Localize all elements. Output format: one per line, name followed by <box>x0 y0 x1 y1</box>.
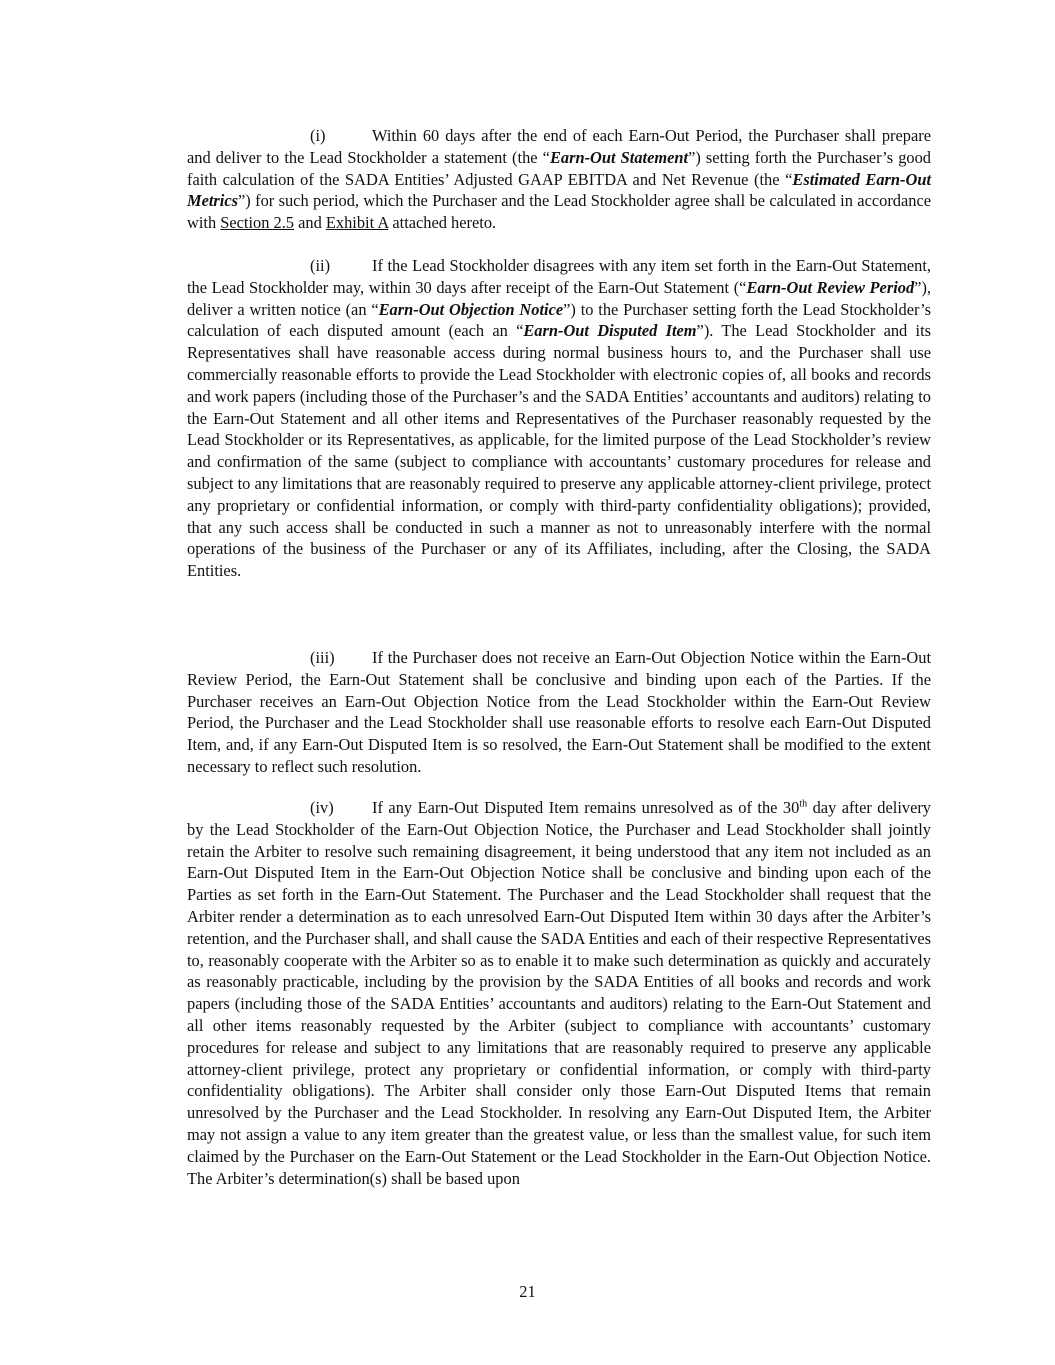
paragraph-text: attached hereto. <box>388 213 497 233</box>
paragraph-text: ”). The Lead Stockholder and its Representatives shall have reasonable access during normal business hours to, and the Purchaser shall use commercially reasonable efforts to provide the Lead Stockholder with electronic copies of, all books and records and work papers (including those of the Purchaser’s and the SADA Entities’ accountants and auditors) relating to the Earn-Out Statement and all other items and Representatives of the Purchaser reasonably requested by the Lead Stockholder or its Representatives, as applicable, for the limited purpose of the Lead Stockholder’s review and confirmation of the same (subject to compliance with accountants’ customary procedures for release and subject to any limitations that are reasonably required to preserve any applicable attorney-client privilege, protect any proprietary or confidential information, or comply with third-party confidentiality obligations); provided, that any such access shall be conducted in such a manner as not to unreasonably interfere with the normal operations of the business of the Purchaser or any of its Affiliates, including, after the Closing, the SADA Entities. <box>187 321 932 581</box>
paragraph-text: ”) setting forth the Purchaser’s good faith calculation of the SADA Entities’ Adjusted GAAP EBITDA and Net Revenue (the “ <box>187 147 931 189</box>
paragraph-text: day after delivery by the Lead Stockholder of the Earn-Out Objection Notice, the Purchaser and Lead Stockholder shall jointly retain the Arbiter to resolve such remaining disagreement, it being understood that any item not included as an Earn-Out Disputed Item in the Earn-Out Objection Notice shall be conclusive and binding upon each of the Parties as set forth in the Earn-Out Statement. The Purchaser and the Lead Stockholder shall request that the Arbiter render a determination as to each unresolved Earn-Out Disputed Item within 30 days after the Arbiter’s retention, and the Purchaser shall, and shall cause the SADA Entities and each of their respective Representatives to, reasonably cooperate with the Arbiter so as to enable it to make such determination as quickly and accurately as reasonably practicable, including by the provision by the SADA Entities of all books and records and work papers (including those of the SADA Entities’ accountants and auditors) relating to the Earn-Out Statement and all other items reasonably requested by the Arbiter (subject to compliance with accountants’ customary procedures for release and subject to any limitations that are reasonably required to preserve any applicable attorney-client privilege, protect any proprietary or confidential information, or comply with third-party confidentiality obligations). The Arbiter shall consider only those Earn-Out Disputed Items that remain unresolved by the Purchaser and the Lead Stockholder. In resolving any Earn-Out Disputed Item, the Arbiter may not assign a value to any item greater than the greatest value, or less than the smallest value, for such item claimed by the Purchaser on the Earn-Out Statement or the Lead Stockholder in the Earn-Out Objection Notice. The Arbiter’s determination(s) shall be based upon <box>187 798 931 1188</box>
cross-reference: Exhibit A <box>325 213 389 233</box>
page-number: 21 <box>519 1282 536 1301</box>
paragraph-text: Within 60 days after the end of each Earn-Out Period, the Purchaser shall prepare and deliver to the Lead Stockholder a statement (the “ <box>187 126 931 167</box>
paragraph-number: (ii) <box>310 256 331 275</box>
cross-reference: Section 2.5 <box>220 213 294 233</box>
paragraph-number: (i) <box>310 126 326 145</box>
paragraph-text: If the Purchaser does not receive an Earn-Out Objection Notice within the Earn-Out Review Period, the Earn-Out Statement shall be conclusive and binding upon each of the Parties. If the Purchaser receives an Earn-Out Objection Notice from the Lead Stockholder within the Earn-Out Review Period, the Purchaser and the Lead Stockholder shall use reasonable efforts to resolve each Earn-Out Disputed Item, and, if any Earn-Out Disputed Item is so resolved, the Earn-Out Statement shall be modified to the extent necessary to reflect such resolution. <box>187 648 931 776</box>
paragraph-text: If the Lead Stockholder disagrees with any item set forth in the Earn-Out Statement, the Lead Stockholder may, within 30 days after receipt of the Earn-Out Statement (“ <box>187 256 931 297</box>
paragraph-text: ”) to the Purchaser setting forth the Lead Stockholder’s calculation of each disputed amount (each an “ <box>187 299 932 341</box>
ordinal-suffix: th <box>799 798 808 810</box>
defined-term: Earn-Out Disputed Item <box>523 321 697 341</box>
defined-term: Estimated Earn-Out Metrics <box>187 169 931 211</box>
paragraph-text: If any Earn-Out Disputed Item remains unresolved as of the 30 <box>372 798 800 817</box>
paragraph-text: ”) for such period, which the Purchaser and the Lead Stockholder agree shall be calculated in accordance with <box>187 191 931 233</box>
defined-term: Earn-Out Statement <box>549 147 689 167</box>
paragraph-i <box>187 125 931 234</box>
paragraph-iii <box>187 647 931 778</box>
paragraph-text: ”), deliver a written notice (an “ <box>187 277 932 319</box>
paragraph-iv <box>187 797 931 1189</box>
paragraph-text: and <box>294 213 326 233</box>
paragraph-number: (iii) <box>310 648 335 667</box>
defined-term: Earn-Out Review Period <box>746 277 915 297</box>
paragraph-ii <box>187 255 931 582</box>
defined-term: Earn-Out Objection Notice <box>378 299 564 319</box>
paragraph-number: (iv) <box>310 798 334 817</box>
